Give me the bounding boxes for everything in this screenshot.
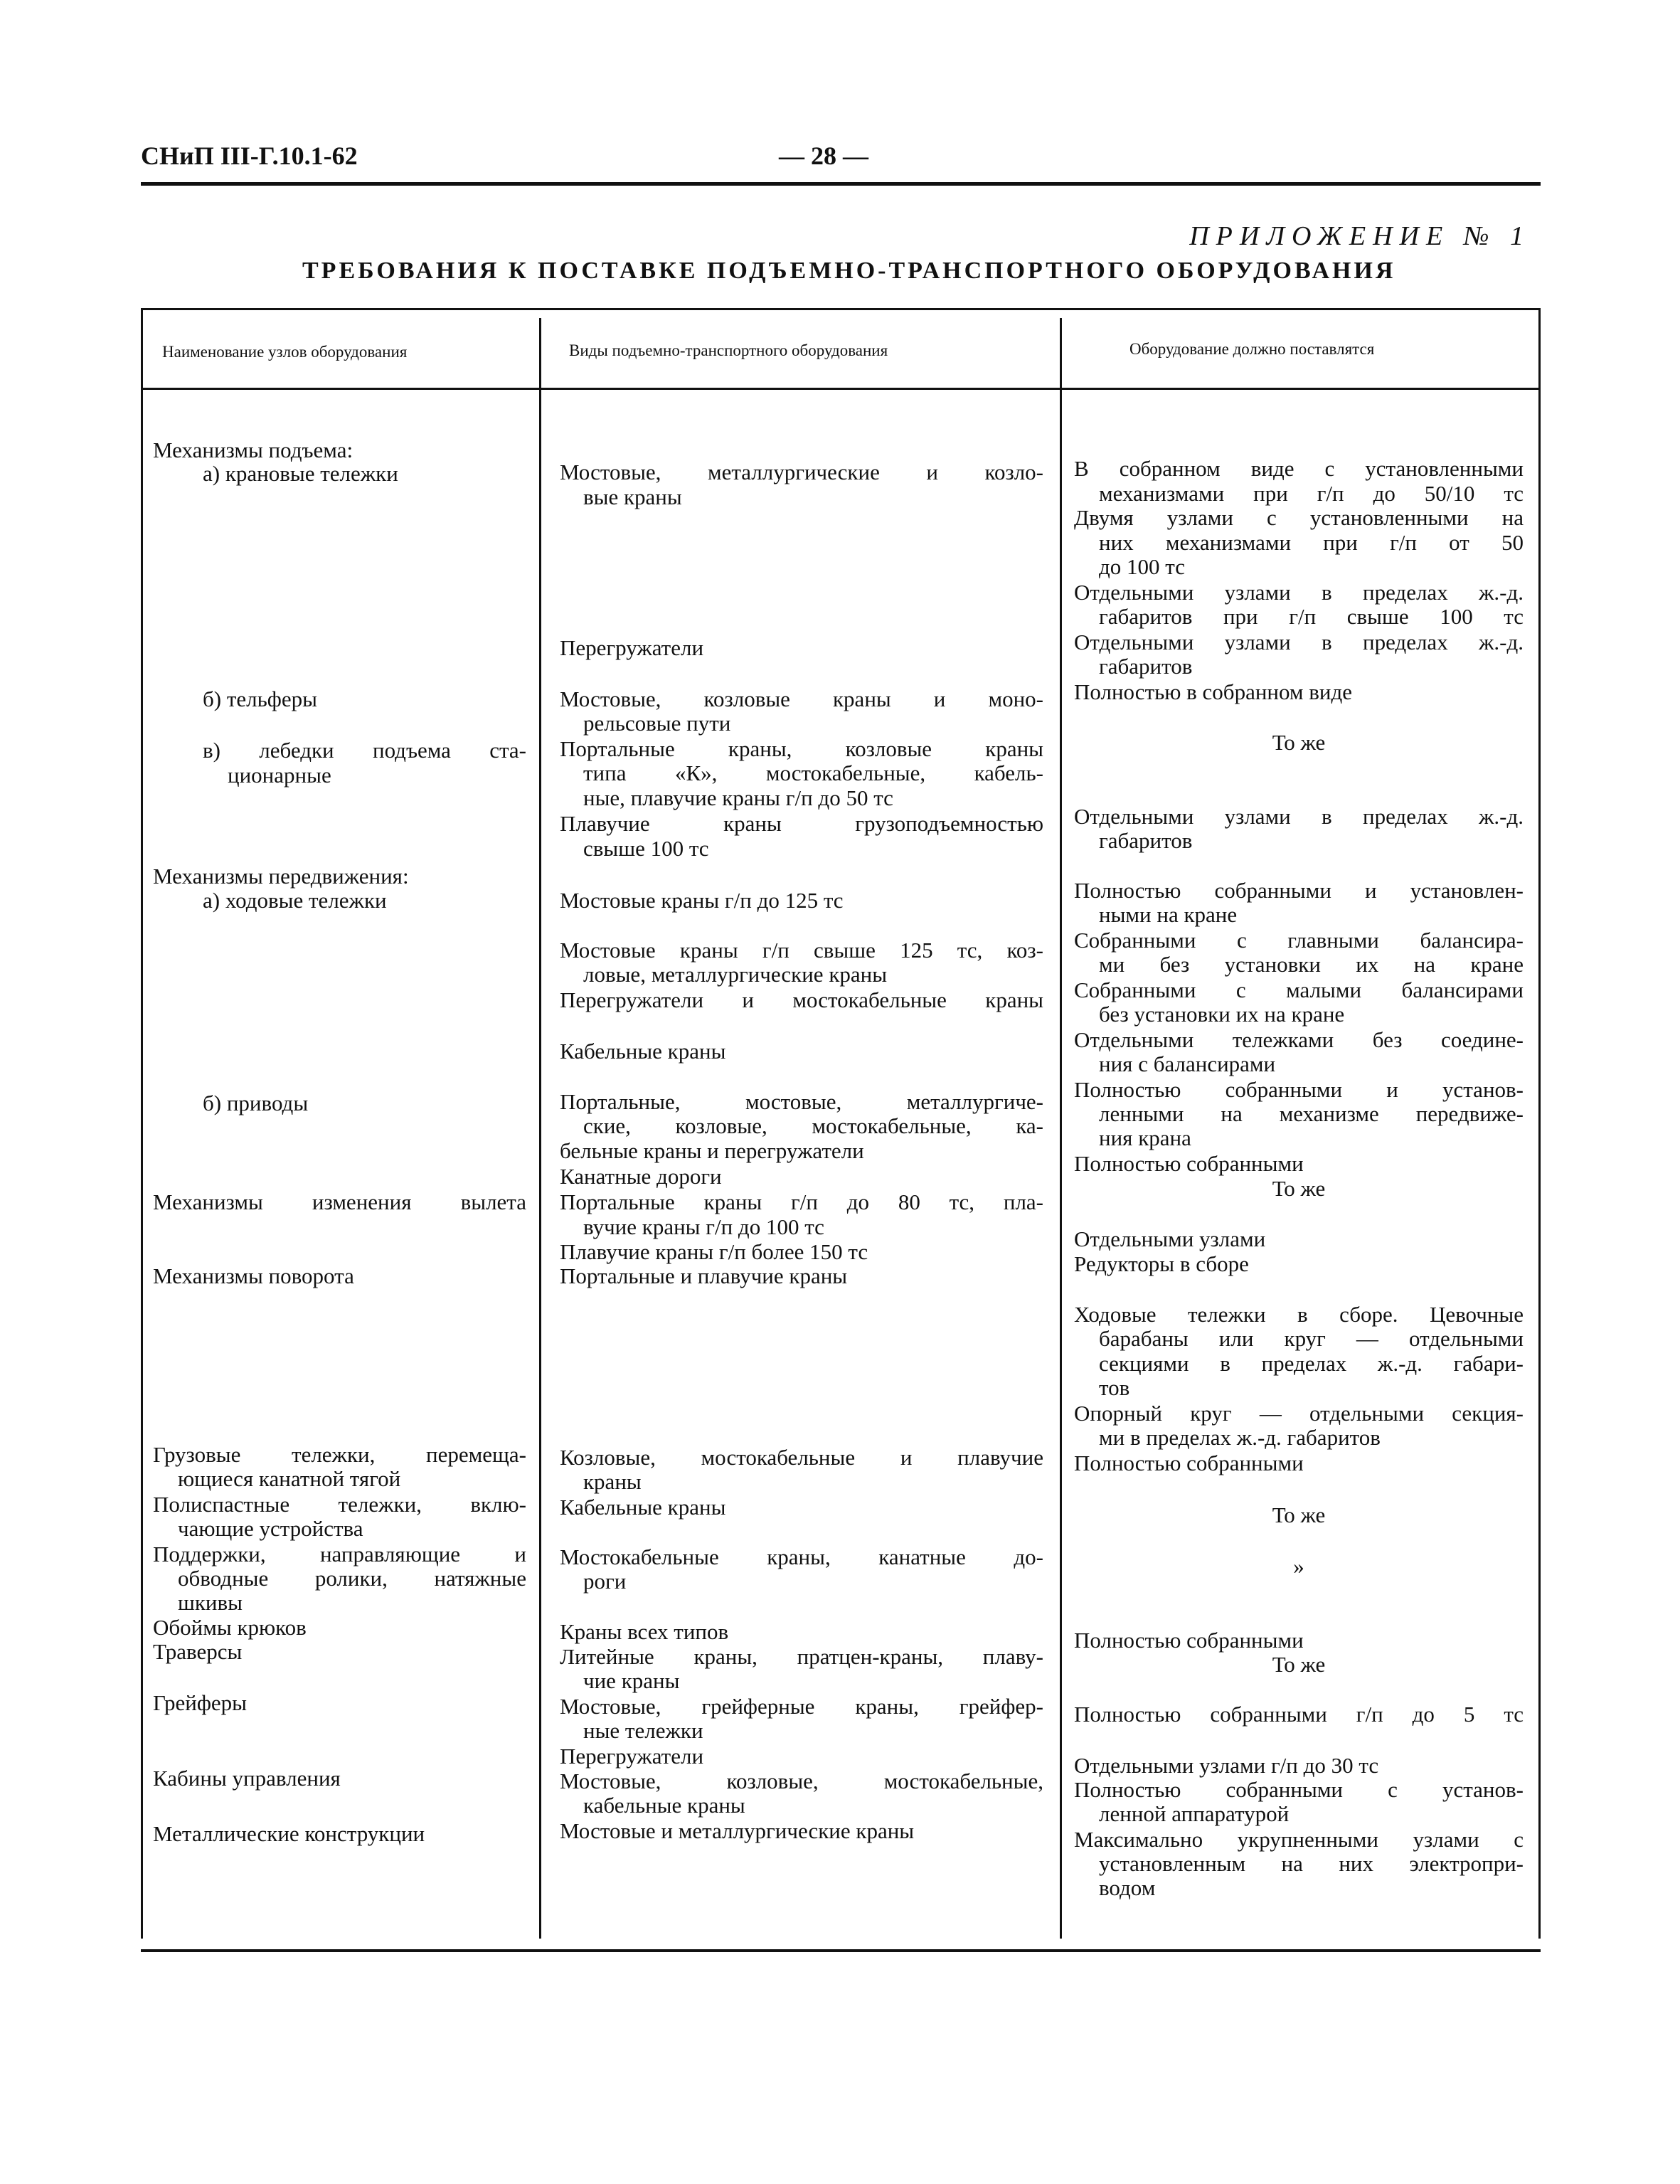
cell-text: Грейферы [153, 1690, 247, 1715]
cell-text: Механизмы подъема: [153, 438, 353, 462]
cell-text: В собранном виде с установленными [1074, 456, 1524, 481]
cell-text: То же [1272, 1652, 1326, 1677]
page-number: — 28 — [779, 142, 868, 170]
cell-text: То же [1272, 1502, 1326, 1527]
cell-text: Отдельными узлами в пределах ж.-д. [1074, 580, 1524, 605]
cell-text: вые краны [583, 484, 682, 509]
cell-text: Мостовые, козловые, мостокабельные, [560, 1769, 1043, 1793]
cell-text: Отдельными узлами в пределах ж.-д. [1074, 630, 1524, 654]
cell-text: Траверсы [153, 1639, 243, 1664]
cell-text: ми в пределах ж.-д. габаритов [1099, 1425, 1381, 1450]
cell-text: рельсовые пути [583, 711, 731, 736]
cell-text: Портальные и плавучие краны [560, 1263, 848, 1288]
cell-text: Литейные краны, пратцен-краны, плаву- [560, 1644, 1043, 1669]
cell-text: типа «К», мостокабельные, кабель- [583, 760, 1043, 785]
cell-text: То же [1272, 1176, 1326, 1201]
cell-text: Полиспастные тележки, вклю- [153, 1492, 526, 1517]
cell-text: Полностью собранными и установ- [1074, 1077, 1524, 1102]
cell-text: Обоймы крюков [153, 1615, 307, 1640]
cell-text: Грузовые тележки, перемеща- [153, 1442, 526, 1467]
cell-text: водом [1099, 1875, 1156, 1900]
document-title: ТРЕБОВАНИЯ К ПОСТАВКЕ ПОДЪЕМНО-ТРАНСПОРТНОГО ОБОРУДОВАНИЯ [302, 258, 1396, 284]
cell-text: Портальные краны, козловые краны [560, 736, 1043, 761]
header-bottom-rule [141, 388, 1541, 390]
cell-text: Полностью собранными г/п до 5 тс [1074, 1702, 1524, 1727]
cell-text: Кабельные краны [560, 1495, 726, 1520]
cell-text: Максимально укрупненными узлами с [1074, 1827, 1524, 1852]
cell-text: Мостовые, металлургические и козло- [560, 460, 1043, 484]
cell-text: Плавучие краны г/п более 150 тс [560, 1239, 868, 1264]
column-divider-2 [1060, 318, 1062, 1939]
cell-text: Мостокабельные краны, канатные до- [560, 1544, 1043, 1569]
cell-text: Металлические конструкции [153, 1821, 425, 1846]
cell-text: Собранными с малыми балансирами [1074, 977, 1524, 1002]
cell-text: Кабельные краны [560, 1039, 726, 1064]
cell-text: чающие устройства [178, 1516, 363, 1541]
cell-text: То же [1272, 730, 1326, 755]
cell-text: а) крановые тележки [203, 461, 398, 486]
cell-text: них механизмами при г/п от 50 [1099, 530, 1524, 555]
cell-text: » [1293, 1554, 1304, 1579]
cell-text: Отдельными узлами [1074, 1226, 1266, 1251]
cell-text: ловые, металлургические краны [583, 962, 888, 987]
appendix-label: ПРИЛОЖЕНИЕ № 1 [1189, 221, 1531, 251]
cell-text: Опорный круг — отдельными секция- [1074, 1401, 1524, 1426]
cell-text: Перегружатели [560, 1744, 704, 1769]
cell-text: Перегружатели [560, 635, 704, 660]
cell-text: Полностью собранными с установ- [1074, 1777, 1524, 1802]
cell-text: Мостовые, грейферные краны, грейфер- [560, 1694, 1043, 1719]
cell-text: Отдельными узлами в пределах ж.-д. [1074, 804, 1524, 829]
cell-text: Козловые, мостокабельные и плавучие [560, 1445, 1043, 1470]
cell-text: Отдельными узлами г/п до 30 тс [1074, 1753, 1379, 1778]
cell-text: Полностью собранными [1074, 1628, 1304, 1653]
cell-text: Редукторы в сборе [1074, 1251, 1249, 1276]
cell-text: вучие краны г/п до 100 тс [583, 1214, 824, 1239]
cell-text: свыше 100 тс [583, 836, 709, 861]
cell-text: Двумя узлами с установленными на [1074, 505, 1524, 530]
table-left-border [141, 308, 143, 1939]
cell-text: ющиеся канатной тягой [178, 1466, 401, 1491]
cell-text: без установки их на кране [1099, 1002, 1345, 1027]
cell-text: Отдельными тележками без соедине- [1074, 1027, 1524, 1052]
cell-text: б) тельферы [203, 687, 317, 711]
cell-text: тов [1099, 1375, 1130, 1400]
cell-text: ские, козловые, мостокабельные, ка- [583, 1113, 1043, 1138]
cell-text: обводные ролики, натяжные [178, 1566, 526, 1591]
cell-text: секциями в пределах ж.-д. габари- [1099, 1351, 1524, 1376]
cell-text: механизмами при г/п до 50/10 тс [1099, 481, 1524, 506]
cell-text: барабаны или круг — отдельными [1099, 1326, 1524, 1351]
column-header-equipment-types: Виды подъемно-транспортного оборудования [569, 341, 888, 359]
column-divider-1 [539, 318, 541, 1939]
cell-text: Канатные дороги [560, 1164, 722, 1189]
cell-text: ленной аппаратурой [1099, 1801, 1290, 1826]
cell-text: Перегружатели и мостокабельные краны [560, 987, 1043, 1012]
table-right-border [1538, 308, 1541, 1939]
cell-text: Полностью собранными [1074, 1151, 1304, 1176]
cell-text: в) лебедки подъема ста- [203, 738, 526, 763]
cell-text: Портальные краны г/п до 80 тс, пла- [560, 1189, 1043, 1214]
cell-text: роги [583, 1569, 627, 1594]
cell-text: ными на кране [1099, 902, 1238, 927]
table-top-rule [141, 308, 1541, 310]
cell-text: краны [583, 1469, 642, 1494]
column-header-units: Наименование узлов оборудования [162, 343, 408, 361]
column-header-delivery: Оборудование должно поставлятся [1129, 340, 1375, 358]
cell-text: б) приводы [203, 1091, 309, 1115]
cell-text: ми без установки их на кране [1099, 952, 1524, 977]
cell-text: габаритов [1099, 828, 1193, 853]
cell-text: шкивы [178, 1590, 243, 1615]
cell-text: Полностью в собранном виде [1074, 679, 1353, 704]
cell-text: Полностью собранными и установлен- [1074, 878, 1524, 903]
cell-text: кабельные краны [583, 1793, 745, 1818]
table-bottom-rule [141, 1949, 1541, 1952]
cell-text: Мостовые краны г/п до 125 тс [560, 888, 844, 913]
cell-text: ные, плавучие краны г/п до 50 тс [583, 785, 893, 810]
cell-text: Мостовые, козловые краны и моно- [560, 687, 1043, 711]
cell-text: до 100 тс [1099, 554, 1185, 579]
cell-text: чие краны [583, 1668, 680, 1693]
header-rule [141, 182, 1541, 186]
cell-text: Полностью собранными [1074, 1451, 1304, 1475]
cell-text: установленным на них электропри- [1099, 1851, 1524, 1876]
cell-text: Портальные, мостовые, металлургиче- [560, 1089, 1043, 1114]
cell-text: Мостовые и металлургические краны [560, 1818, 915, 1843]
cell-text: Мостовые краны г/п свыше 125 тс, коз- [560, 938, 1043, 963]
cell-text: Плавучие краны грузоподъемностью [560, 811, 1043, 836]
cell-text: Механизмы передвижения: [153, 864, 409, 889]
cell-text: Ходовые тележки в сборе. Цевочные [1074, 1302, 1524, 1327]
cell-text: Кабины управления [153, 1766, 341, 1791]
cell-text: ленными на механизме передвиже- [1099, 1101, 1524, 1126]
document-code: СНиП III-Г.10.1-62 [141, 142, 358, 170]
cell-text: ные тележки [583, 1718, 703, 1743]
cell-text: Поддержки, направляющие и [153, 1542, 526, 1567]
cell-text: а) ходовые тележки [203, 888, 387, 913]
cell-text: Механизмы изменения вылета [153, 1189, 526, 1214]
cell-text: бельные краны и перегружатели [560, 1138, 864, 1163]
cell-text: Собранными с главными балансира- [1074, 928, 1524, 953]
cell-text: ционарные [228, 763, 331, 788]
cell-text: габаритов [1099, 654, 1193, 679]
cell-text: ния крана [1099, 1125, 1191, 1150]
cell-text: Краны всех типов [560, 1619, 729, 1644]
cell-text: ния с балансирами [1099, 1051, 1276, 1076]
cell-text: габаритов при г/п свыше 100 тс [1099, 604, 1524, 629]
cell-text: Механизмы поворота [153, 1263, 354, 1288]
